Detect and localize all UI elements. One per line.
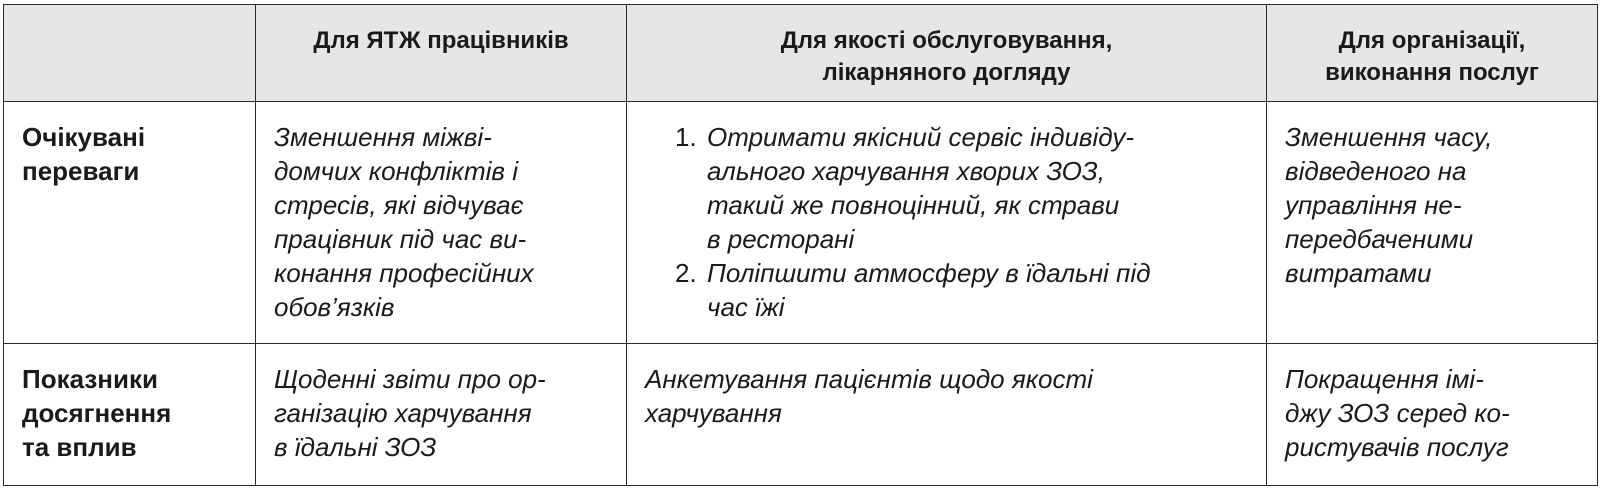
header-empty-cell [4, 5, 256, 102]
table-row-indicators-impact [4, 343, 1598, 485]
header-row [4, 5, 1598, 102]
list-item-number: 2. [675, 258, 697, 288]
cell-indicators-organization: Покращення імі- джу ЗОЗ серед ко- ристувачів послуг [1267, 343, 1598, 485]
list-item [645, 256, 1248, 324]
cell-indicators-workers: Щоденні звіти про ор- ганізацію харчування в їдальні ЗОЗ [256, 343, 627, 485]
cell-indicators-quality: Анкетування пацієнтів щодо якості харчування [627, 343, 1267, 485]
row-label-expected-benefits: Очікувані переваги [4, 102, 256, 344]
row-label-indicators-impact: Показники досягнення та вплив [4, 343, 256, 485]
list-item-text: Поліпшити атмосферу в їдальні під час їжі [707, 258, 1151, 322]
header-organization: Для організації, виконання послуг [1267, 5, 1598, 102]
cell-benefits-quality [627, 102, 1267, 344]
list-item-number: 1. [675, 122, 697, 152]
cell-benefits-organization: Зменшення часу, відведеного на управління не- передбаченими витратами [1267, 102, 1598, 344]
header-service-quality: Для якості обслуговування, лікарняного догляду [627, 5, 1267, 102]
list-item [645, 120, 1248, 256]
comparison-table [3, 4, 1598, 486]
header-workers: Для ЯТЖ працівників [256, 5, 627, 102]
list-item-text: Отримати якісний сервіс індивіду- ального харчування хворих ЗОЗ, такий же повноцінний, як страви в ресторані [707, 122, 1135, 254]
table-row-expected-benefits [4, 102, 1598, 344]
comparison-table-container [3, 4, 1597, 486]
benefits-quality-list [645, 120, 1248, 324]
cell-benefits-workers: Зменшення міжві- домчих конфліктів і стресів, які відчуває працівник під час ви- конання професійних обов’язків [256, 102, 627, 344]
